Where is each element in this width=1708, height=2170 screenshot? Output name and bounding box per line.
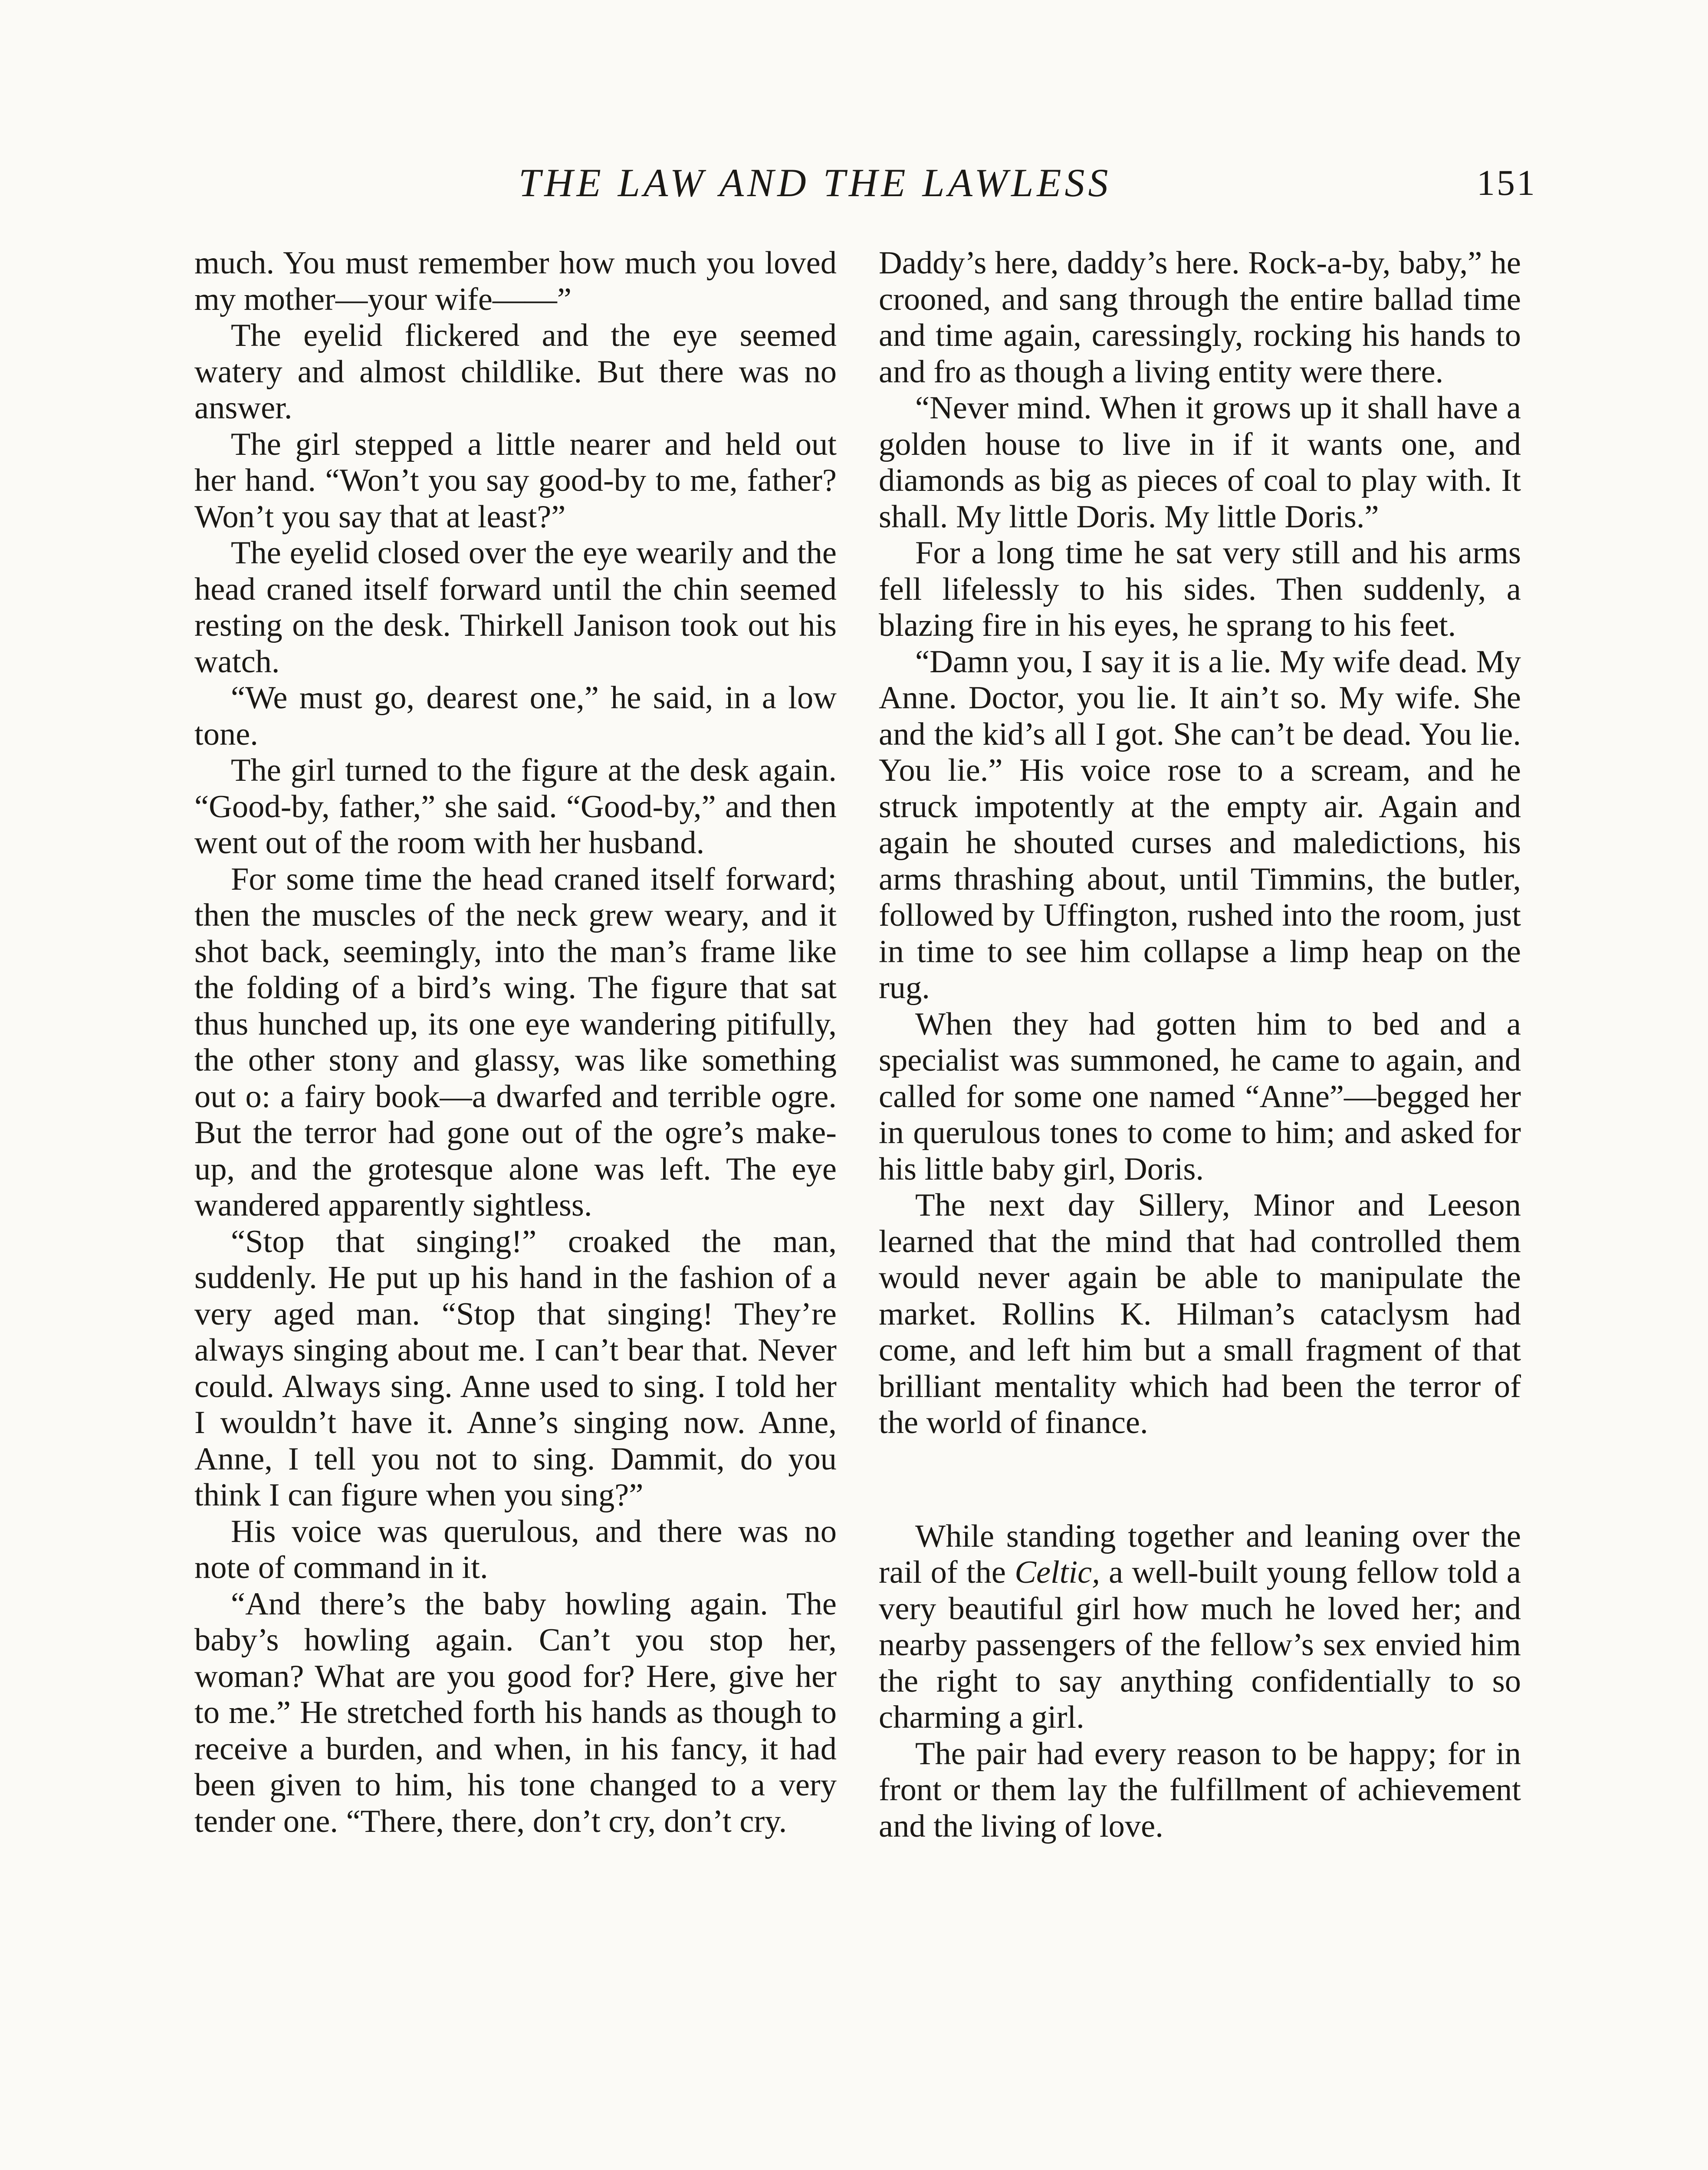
paragraph: The girl stepped a little nearer and held out her hand. “Won’t you say good-by to me, father? Won’t you say that at least?” [194,426,837,535]
paragraph: For a long time he sat very still and his arms fell lifelessly to his sides. Then suddenly, a blazing fire in his eyes, he sprang to his feet. [879,535,1521,643]
paragraph: The pair had every reason to be happy; for in front or them lay the fulfillment of achievement and the living of love. [879,1736,1521,1844]
ship-name: Celtic, [1015,1555,1100,1590]
paragraph [879,1519,1521,1736]
paragraph: His voice was querulous, and there was no note of command in it. [194,1513,837,1585]
running-title: THE LAW AND THE LAWLESS [519,161,1112,205]
paragraph: For some time the head craned itself forward; then the muscles of the neck grew weary, and it shot back, seemingly, into the man’s frame like the folding of a bird’s wing. The figure that sat thus hunched up, its one eye wandering pitifully, the other stony and glassy, was like something out o: a fairy book—a dwarfed and terrible ogre. But the terror had gone out of the ogre’s make-up, and the grotesque alone was left. The eye wandered apparently sightless. [194,861,837,1223]
paragraph-text: While standing together and leaning over the rail of the [879,1518,1521,1590]
paragraph: “And there’s the baby howling again. The baby’s howling again. Can’t you stop her, woman? What are you good for? Here, give her to me.” He stretched forth his hands as though to receive a burden, and when, in his fancy, it had been given to him, his tone changed to a very tender one. “There, there, don’t cry, don’t cry. [194,1586,837,1839]
right-column [879,245,1521,1844]
left-column [194,245,837,1840]
paragraph: The next day Sillery, Minor and Leeson learned that the mind that had controlled them would never again be able to manipulate the market. Rollins K. Hilman’s cataclysm had come, and left him but a small fragment of that brilliant mentality which had been the terror of the world of finance. [879,1187,1521,1440]
paragraph: “Never mind. When it grows up it shall have a golden house to live in if it wants one, and diamonds as big as pieces of coal to play with. It shall. My little Doris. My little Doris.” [879,390,1521,535]
paragraph: The eyelid flickered and the eye seemed watery and almost childlike. But there was no answer. [194,318,837,426]
paragraph: Daddy’s here, daddy’s here. Rock-a-by, baby,” he crooned, and sang through the entire ballad time and time again, caressingly, rocking his hands to and fro as though a living entity were there. [879,245,1521,390]
paragraph: The eyelid closed over the eye wearily and the head craned itself forward until the chin seemed resting on the desk. Thirkell Janison took out his watch. [194,535,837,680]
page-number: 151 [1477,163,1537,203]
paragraph: “Damn you, I say it is a lie. My wife dead. My Anne. Doctor, you lie. It ain’t so. My wife. She and the kid’s all I got. She can’t be dead. You lie. You lie.” His voice rose to a scream, and he struck impotently at the empty air. Again and again he shouted curses and maledictions, his arms thrashing about, until Timmins, the butler, followed by Uffington, rushed into the room, just in time to see him collapse a limp heap on the rug. [879,644,1521,1006]
paragraph: “Stop that singing!” croaked the man, suddenly. He put up his hand in the fashion of a very aged man. “Stop that singing! They’re always singing about me. I can’t bear that. Never could. Always sing. Anne used to sing. I told her I wouldn’t have it. Anne’s singing now. Anne, Anne, I tell you not to sing. Dammit, do you think I can figure when you sing?” [194,1223,837,1513]
paragraph-text: a well-built young fellow told a very beautiful girl how much he loved her; and nearby passengers of the fellow’s sex envied him the right to say anything confidentially to so charming a girl. [879,1555,1521,1735]
paragraph: much. You must remember how much you loved my mother—your wife——” [194,245,837,317]
paragraph: “We must go, dearest one,” he said, in a low tone. [194,680,837,752]
paragraph: The girl turned to the figure at the desk again. “Good-by, father,” she said. “Good-by,” and then went out of the room with her husband. [194,753,837,861]
paragraph: When they had gotten him to bed and a specialist was summoned, he came to again, and called for some one named “Anne”—begged her in querulous tones to come to him; and asked for his little baby girl, Doris. [879,1006,1521,1187]
